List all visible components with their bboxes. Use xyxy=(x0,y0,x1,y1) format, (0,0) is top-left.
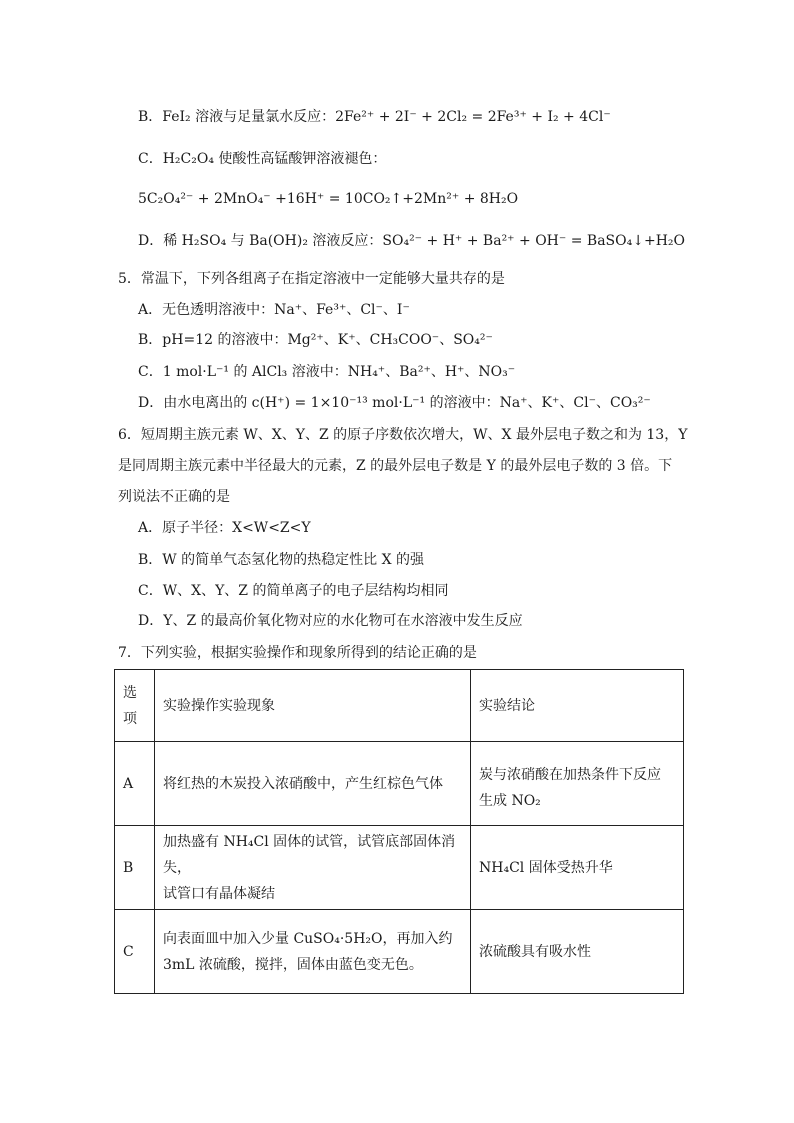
q5-stem: 5．常温下，下列各组离子在指定溶液中一定能够大量共存的是 xyxy=(118,271,505,287)
q7-stem: 7．下列实验，根据实验操作和现象所得到的结论正确的是 xyxy=(118,645,477,661)
q4-option-c xyxy=(138,149,386,169)
q5-option-b: B．pH=12 的溶液中：Mg²⁺、K⁺、CH₃COO⁻、SO₄²⁻ xyxy=(138,332,493,348)
q4-option-d-label: D． xyxy=(138,233,164,249)
q6-stem-line1: 6．短周期主族元素 W、X、Y、Z 的原子序数依次增大，W、X 最外层电子数之和为 13，Y xyxy=(118,427,688,443)
row-conclusion-line1: 炭与浓硝酸在加热条件下反应 xyxy=(479,766,661,783)
row-operation-line1: 加热盛有 NH₄Cl 固体的试管，试管底部固体消失， xyxy=(163,833,456,876)
table-row xyxy=(115,910,684,994)
header-option-line1: 选 xyxy=(123,684,137,701)
row-conclusion: NH₄Cl 固体受热升华 xyxy=(471,826,684,910)
header-operation-cell: 实验操作实验现象 xyxy=(155,670,471,742)
q6-stem-line3: 列说法不正确的是 xyxy=(118,489,230,505)
q4-option-d-text: 稀 H₂SO₄ 与 Ba(OH)₂ 溶液反应：SO₄²⁻ + H⁺ + Ba²⁺ + OH⁻ = BaSO₄↓+H₂O xyxy=(163,233,685,249)
q4-option-b-text: FeI₂ 溶液与足量氯水反应：2Fe²⁺ + 2I⁻ + 2Cl₂ = 2Fe³⁺ + I₂ + 4Cl⁻ xyxy=(162,109,611,125)
q6-option-c: C．W、X、Y、Z 的简单离子的电子层结构均相同 xyxy=(138,583,449,599)
q7-table xyxy=(114,669,684,994)
table-row xyxy=(115,826,684,910)
row-operation-line2: 试管口有晶体凝结 xyxy=(163,885,275,902)
header-conclusion-cell: 实验结论 xyxy=(471,670,684,742)
row-conclusion: 浓硫酸具有吸水性 xyxy=(471,910,684,994)
q4-option-c-equation: 5C₂O₄²⁻ + 2MnO₄⁻ +16H⁺ = 10CO₂↑+2Mn²⁺ + 8H₂O xyxy=(138,191,519,207)
q4-option-d xyxy=(138,231,685,251)
table-row xyxy=(115,742,684,826)
q6-option-b: B．W 的简单气态氢化物的热稳定性比 X 的强 xyxy=(138,552,424,568)
row-option: C xyxy=(115,910,155,994)
row-operation xyxy=(155,910,471,994)
q6-option-a: A．原子半径：X<W<Z<Y xyxy=(138,520,311,536)
header-option-line2: 项 xyxy=(123,710,137,727)
row-operation-line1: 向表面皿中加入少量 CuSO₄·5H₂O，再加入约 xyxy=(163,930,453,947)
header-option-cell xyxy=(115,670,155,742)
row-conclusion xyxy=(471,742,684,826)
row-option: B xyxy=(115,826,155,910)
row-option: A xyxy=(115,742,155,826)
table-header-row xyxy=(115,670,684,742)
row-operation xyxy=(155,826,471,910)
q6-option-d: D．Y、Z 的最高价氧化物对应的水化物可在水溶液中发生反应 xyxy=(138,613,523,629)
q4-option-b xyxy=(138,107,611,127)
q5-option-a: A．无色透明溶液中：Na⁺、Fe³⁺、Cl⁻、I⁻ xyxy=(138,302,410,318)
row-operation: 将红热的木炭投入浓硝酸中，产生红棕色气体 xyxy=(155,742,471,826)
row-conclusion-line2: 生成 NO₂ xyxy=(479,792,541,809)
q5-option-d: D．由水电离出的 c(H⁺) = 1×10⁻¹³ mol·L⁻¹ 的溶液中：Na⁺、K⁺、Cl⁻、CO₃²⁻ xyxy=(138,395,651,411)
q4-option-c-label: C． xyxy=(138,151,163,167)
q5-option-c: C．1 mol·L⁻¹ 的 AlCl₃ 溶液中：NH₄⁺、Ba²⁺、H⁺、NO₃⁻ xyxy=(138,364,516,380)
row-operation-line2: 3mL 浓硫酸，搅拌，固体由蓝色变无色。 xyxy=(163,956,423,973)
q4-option-b-label: B． xyxy=(138,109,163,125)
q6-stem-line2: 是同周期主族元素中半径最大的元素，Z 的最外层电子数是 Y 的最外层电子数的 3 倍。下 xyxy=(118,458,673,474)
q4-option-c-text: H₂C₂O₄ 使酸性高锰酸钾溶液褪色： xyxy=(162,151,387,167)
